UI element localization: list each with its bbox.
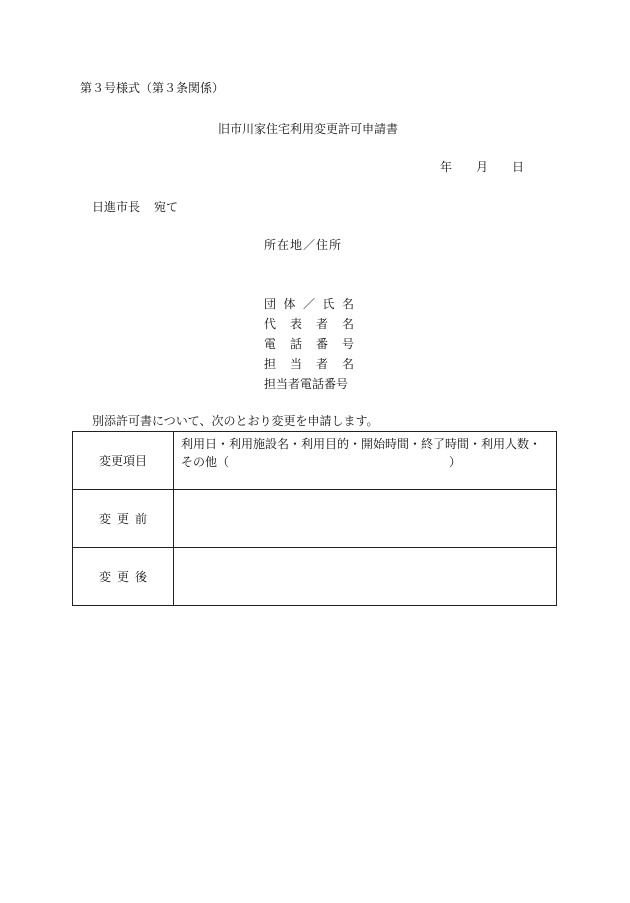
date-line [440, 159, 524, 175]
before-change-row [73, 490, 557, 548]
change-items-row [73, 432, 557, 490]
after-change-cell[interactable] [174, 548, 557, 606]
before-change-header: 変 更 前 [73, 490, 174, 548]
date-day-label: 日 [512, 160, 525, 174]
applicant-field-list [264, 296, 354, 396]
addressee-name: 日進市長 [92, 200, 141, 214]
addressee-honorific: 宛て [154, 200, 179, 214]
after-change-header: 変 更 後 [73, 548, 174, 606]
phone-number-label: 電 話 番 号 [264, 337, 354, 351]
document-title: 旧市川家住宅利用変更許可申請書 [218, 122, 399, 136]
contact-person-phone-label: 担当者電話番号 [264, 377, 349, 391]
representative-name-label: 代 表 者 名 [264, 317, 354, 331]
other-close-paren: ） [449, 455, 462, 469]
change-items-options-line: 利用日・利用施設名・利用目的・開始時間・終了時間・利用人数・ [181, 437, 542, 451]
addressee [92, 199, 178, 215]
change-items-cell [174, 432, 557, 490]
change-items-header: 変更項目 [73, 432, 174, 490]
application-statement: 別添許可書について、次のとおり変更を申請します。 [92, 414, 379, 428]
applicant-organization-name-label: 団 体 ／ 氏 名 [264, 297, 354, 311]
change-request-table [72, 431, 557, 606]
other-label: その他（ [181, 455, 230, 469]
before-change-cell[interactable] [174, 490, 557, 548]
applicant-address-label: 所在地／住所 [264, 238, 343, 252]
date-month-label: 月 [476, 160, 489, 174]
change-items-other-line [181, 453, 550, 471]
date-year-label: 年 [440, 160, 453, 174]
contact-person-name-label: 担 当 者 名 [264, 357, 354, 371]
form-number: 第３号様式（第３条関係） [80, 81, 225, 95]
after-change-row [73, 548, 557, 606]
